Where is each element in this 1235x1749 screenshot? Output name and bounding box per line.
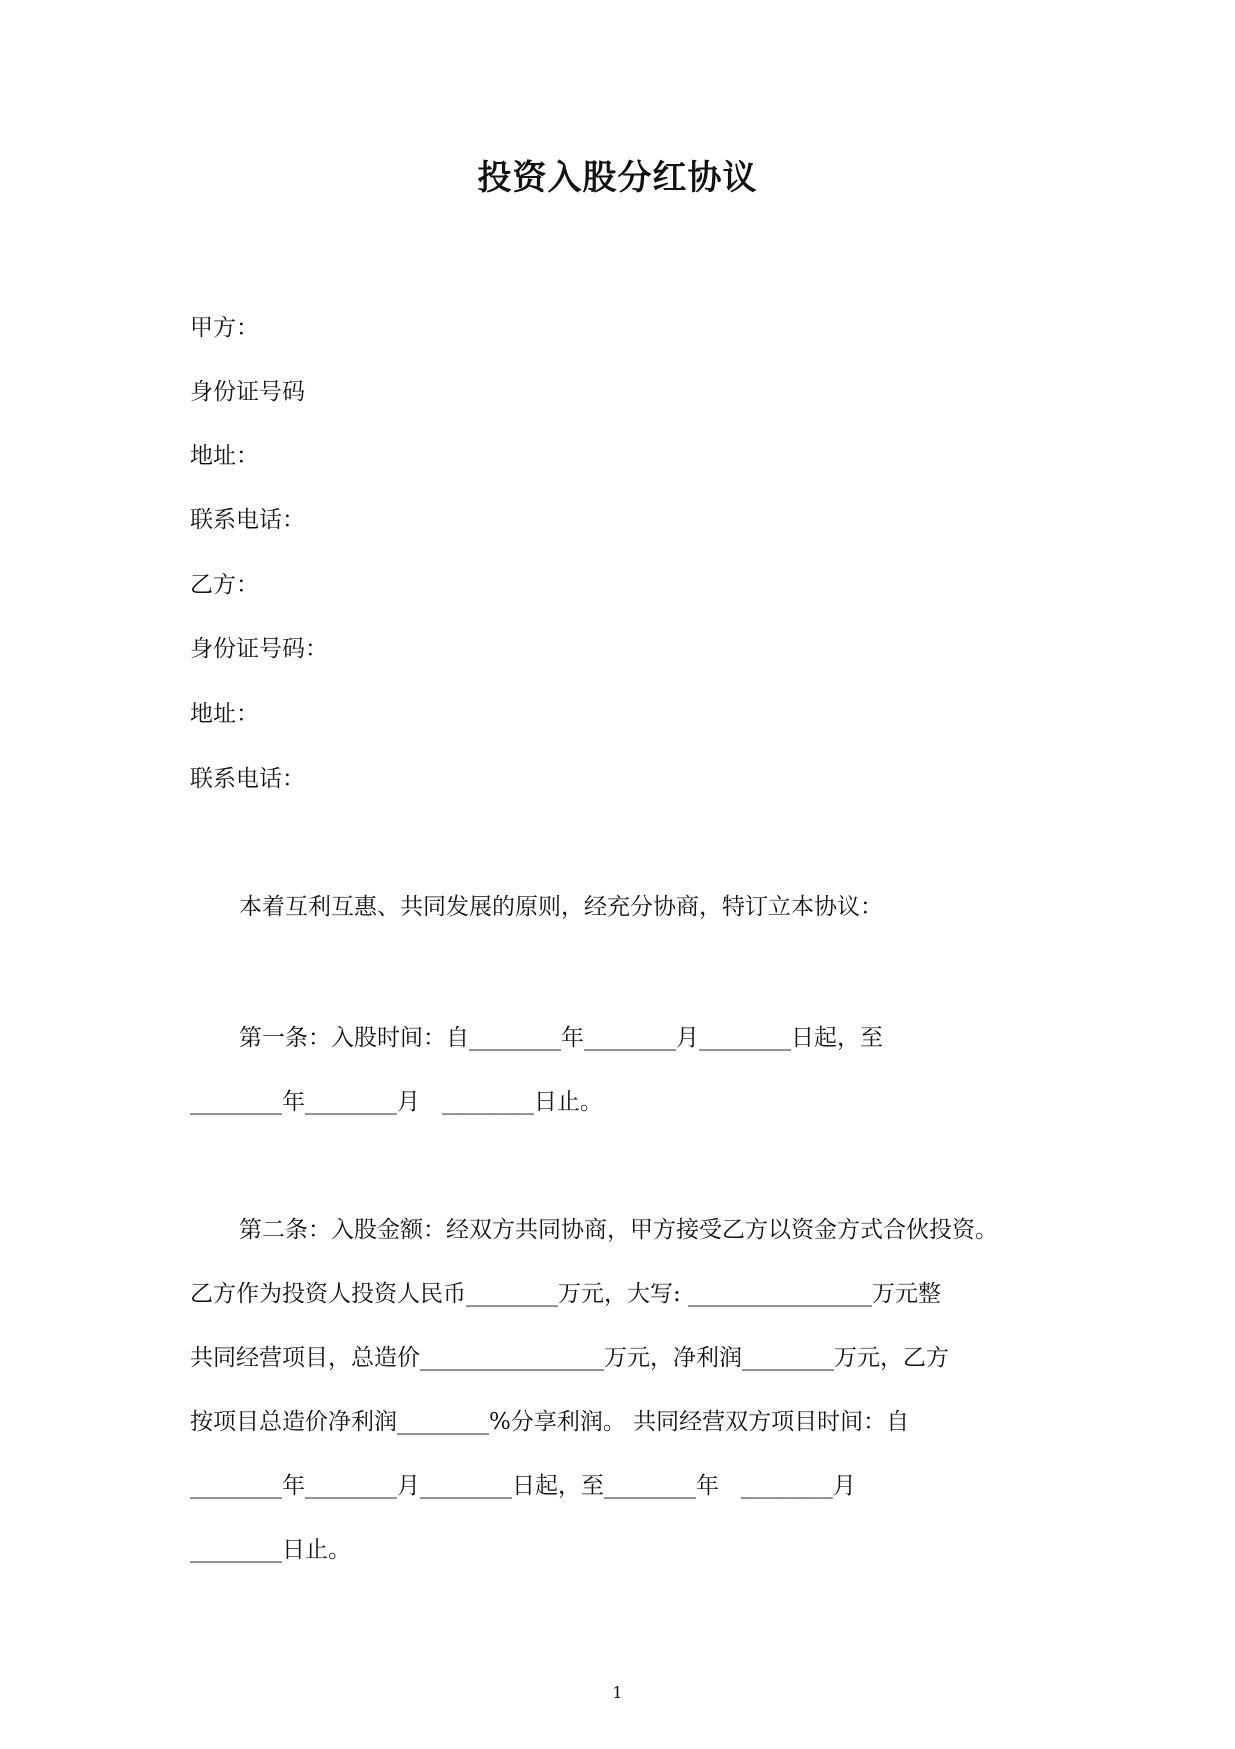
party-b-address: 地址： <box>190 701 259 727</box>
party-b-label: 乙方： <box>190 572 259 598</box>
preamble-paragraph: 本着互利互惠、共同发展的原则，经充分协商，特订立本协议： <box>239 894 883 920</box>
party-a-id-number: 身份证号码 <box>190 379 305 405</box>
article2-line: 共同经营项目，总造价________________万元，净利润________万元，乙方 <box>190 1345 949 1371</box>
document-title: 投资入股分红协议 <box>477 158 758 198</box>
party-a-label: 甲方： <box>190 315 259 341</box>
article2-line: 乙方作为投资人投资人民币________万元，大写: ________________万元整 <box>190 1281 942 1307</box>
party-a-phone: 联系电话： <box>190 507 305 533</box>
page-number: 1 <box>612 1683 623 1702</box>
article2-line: ________年________月________日起，至________年 ________月 <box>190 1473 856 1499</box>
article1-line: 第一条：入股时间：自________年________月________日起，至 <box>239 1025 883 1051</box>
article2-line: ________日止。 <box>190 1537 351 1563</box>
article2-line: 按项目总造价净利润________%分享利润。 共同经营双方项目时间：自 <box>190 1409 910 1435</box>
article1-line: ________年________月 ________日止。 <box>190 1089 603 1115</box>
party-b-id-number: 身份证号码： <box>190 636 328 662</box>
article2-line: 第二条：入股金额：经双方共同协商，甲方接受乙方以资金方式合伙投资。 <box>239 1217 998 1243</box>
party-a-address: 地址： <box>190 443 259 469</box>
party-b-phone: 联系电话： <box>190 766 305 792</box>
